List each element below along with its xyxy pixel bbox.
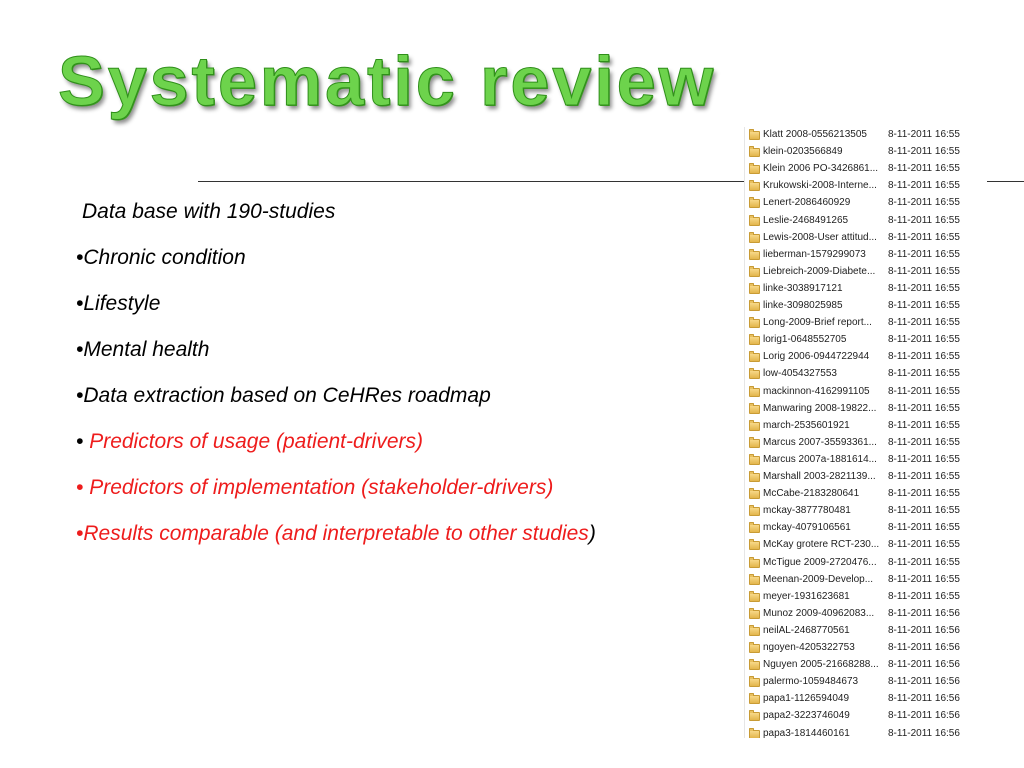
bullet-item — [76, 384, 491, 408]
file-name: Klein 2006 PO-3426861... — [763, 163, 879, 175]
file-date: 8-11-2011 16:55 — [888, 129, 960, 140]
file-date: 8-11-2011 16:55 — [888, 231, 960, 243]
file-name: linke-3038917121 — [763, 282, 843, 294]
file-row — [745, 144, 987, 161]
folder-icon — [749, 541, 760, 550]
folder-icon — [749, 388, 760, 397]
file-name: lorig1-0648552705 — [763, 334, 847, 346]
bullet-item — [76, 246, 246, 270]
folder-icon — [749, 661, 760, 670]
folder-icon — [749, 730, 760, 739]
folder-icon — [749, 456, 760, 465]
file-date: 8-11-2011 16:55 — [888, 471, 960, 482]
folder-icon — [749, 405, 760, 414]
file-row — [745, 503, 987, 520]
file-name: ngoyen-4205322753 — [763, 642, 855, 653]
file-row — [745, 657, 987, 674]
file-list-screenshot — [744, 127, 987, 738]
file-date: 8-11-2011 16:55 — [888, 180, 960, 192]
file-date: 8-11-2011 16:55 — [888, 197, 960, 209]
file-name: Meenan-2009-Develop... — [763, 573, 874, 585]
file-name: meyer-1931623681 — [763, 590, 850, 602]
file-row — [745, 349, 987, 366]
file-date: 8-11-2011 16:55 — [888, 522, 960, 534]
file-name: Marshall 2003-2821139... — [763, 471, 876, 482]
folder-icon — [749, 165, 760, 174]
file-date: 8-11-2011 16:55 — [888, 453, 960, 465]
file-row — [745, 127, 987, 144]
file-name: Lorig 2006-0944722944 — [763, 351, 870, 363]
file-name: Marcus 2007-35593361... — [763, 436, 877, 448]
file-date: 8-11-2011 16:55 — [888, 214, 960, 226]
file-date: 8-11-2011 16:55 — [888, 368, 960, 380]
file-name: palermo-1059484673 — [763, 676, 859, 688]
bullet-item — [76, 292, 160, 316]
file-date: 8-11-2011 16:55 — [888, 419, 960, 431]
folder-icon — [749, 422, 760, 431]
folder-icon — [749, 507, 760, 516]
bullet-item — [76, 430, 423, 454]
file-row — [745, 452, 987, 469]
file-row — [745, 366, 987, 383]
folder-icon — [749, 251, 760, 260]
file-name: klein-0203566849 — [763, 146, 843, 158]
bullet-marker: • — [76, 292, 84, 315]
file-row — [745, 315, 987, 332]
file-name: Manwaring 2008-19822... — [763, 402, 877, 414]
file-name: Munoz 2009-40962083... — [763, 607, 875, 619]
file-name: Leslie-2468491265 — [763, 214, 849, 226]
file-name: papa3-1814460161 — [763, 727, 850, 738]
folder-icon — [749, 131, 760, 140]
file-date: 8-11-2011 16:55 — [888, 300, 960, 311]
file-name: Krukowski-2008-Interne... — [763, 180, 877, 192]
file-date: 8-11-2011 16:55 — [888, 556, 960, 568]
file-date: 8-11-2011 16:56 — [888, 659, 960, 671]
file-date: 8-11-2011 16:55 — [888, 351, 960, 363]
file-row — [745, 281, 987, 298]
file-date: 8-11-2011 16:55 — [888, 436, 960, 448]
folder-icon — [749, 353, 760, 362]
file-name: Lewis-2008-User attitud... — [763, 231, 877, 243]
file-row — [745, 674, 987, 691]
folder-icon — [749, 678, 760, 687]
file-row — [745, 555, 987, 572]
folder-icon — [749, 559, 760, 568]
file-name: linke-3098025985 — [763, 300, 843, 311]
folder-icon — [749, 370, 760, 379]
folder-icon — [749, 268, 760, 277]
file-row — [745, 486, 987, 503]
file-row — [745, 213, 987, 230]
folder-icon — [749, 217, 760, 226]
bullet-text: Predictors of usage (patient-drivers) — [89, 430, 424, 453]
file-row — [745, 469, 987, 486]
file-date: 8-11-2011 16:56 — [888, 693, 960, 705]
file-row — [745, 726, 987, 739]
folder-icon — [749, 490, 760, 499]
file-name: lieberman-1579299073 — [763, 248, 866, 260]
folder-icon — [749, 610, 760, 619]
folder-icon — [749, 439, 760, 448]
bullet-marker: • — [76, 338, 84, 361]
file-row — [745, 384, 987, 401]
file-name: low-4054327553 — [763, 368, 837, 380]
file-name: Lenert-2086460929 — [763, 197, 851, 209]
folder-icon — [749, 182, 760, 191]
file-date: 8-11-2011 16:55 — [888, 334, 960, 346]
file-row — [745, 691, 987, 708]
file-date: 8-11-2011 16:56 — [888, 710, 960, 722]
file-name: McCabe-2183280641 — [763, 488, 860, 500]
file-date: 8-11-2011 16:55 — [888, 282, 960, 294]
file-name: McTigue 2009-2720476... — [763, 556, 877, 568]
file-row — [745, 708, 987, 725]
file-name: mckay-4079106561 — [763, 522, 851, 534]
file-date: 8-11-2011 16:55 — [888, 163, 960, 175]
file-row — [745, 572, 987, 589]
file-name: mckay-3877780481 — [763, 505, 851, 517]
folder-icon — [749, 593, 760, 602]
file-date: 8-11-2011 16:56 — [888, 607, 960, 619]
file-name: march-2535601921 — [763, 419, 850, 431]
folder-icon — [749, 234, 760, 243]
file-row — [745, 640, 987, 657]
file-date: 8-11-2011 16:55 — [888, 573, 960, 585]
bullet-marker: • — [76, 476, 84, 499]
file-name: Klatt 2008-0556213505 — [763, 129, 867, 140]
file-row — [745, 520, 987, 537]
bullet-item — [76, 338, 209, 362]
file-name: papa2-3223746049 — [763, 710, 850, 722]
file-name: mackinnon-4162991105 — [763, 385, 870, 397]
file-date: 8-11-2011 16:55 — [888, 402, 960, 414]
file-row — [745, 247, 987, 264]
file-row — [745, 332, 987, 349]
file-date: 8-11-2011 16:55 — [888, 265, 960, 277]
file-row — [745, 418, 987, 435]
file-date: 8-11-2011 16:55 — [888, 385, 960, 397]
bullet-text: Results comparable (and interpretable to other studies — [83, 522, 589, 545]
folder-icon — [749, 285, 760, 294]
file-date: 8-11-2011 16:55 — [888, 317, 960, 329]
file-row — [745, 230, 987, 247]
file-date: 8-11-2011 16:55 — [888, 505, 960, 517]
file-name: Liebreich-2009-Diabete... — [763, 265, 876, 277]
folder-icon — [749, 644, 760, 653]
file-row — [745, 623, 987, 640]
folder-icon — [749, 524, 760, 533]
file-row — [745, 161, 987, 178]
file-row — [745, 401, 987, 418]
bullet-text: Predictors of implementation (stakeholder-drivers) — [89, 476, 554, 499]
bullet-text: Chronic condition — [83, 246, 246, 269]
file-date: 8-11-2011 16:55 — [888, 539, 960, 551]
bullet-marker: • — [76, 384, 84, 407]
folder-icon — [749, 319, 760, 328]
bullet-marker: • — [76, 430, 84, 453]
file-name: Long-2009-Brief report... — [763, 317, 872, 329]
bullet-marker: • — [76, 522, 84, 545]
file-name: neilAL-2468770561 — [763, 624, 850, 636]
file-row — [745, 195, 987, 212]
folder-icon — [749, 302, 760, 311]
file-date: 8-11-2011 16:55 — [888, 488, 960, 500]
bullet-text: Data extraction based on CeHRes roadmap — [83, 384, 491, 407]
file-date: 8-11-2011 16:55 — [888, 146, 960, 158]
bullet-suffix: ) — [588, 522, 596, 545]
file-row — [745, 606, 987, 623]
folder-icon — [749, 576, 760, 585]
file-row — [745, 589, 987, 606]
file-date: 8-11-2011 16:55 — [888, 590, 960, 602]
bullet-item — [76, 476, 553, 500]
bullet-text: Lifestyle — [83, 292, 161, 315]
file-name: papa1-1126594049 — [763, 693, 850, 705]
file-row — [745, 435, 987, 452]
folder-icon — [749, 148, 760, 157]
file-date: 8-11-2011 16:56 — [888, 642, 960, 653]
bullet-text: Mental health — [83, 338, 210, 361]
folder-icon — [749, 695, 760, 704]
file-name: McKay grotere RCT-230... — [763, 539, 880, 551]
bullet-marker: • — [76, 246, 84, 269]
file-date: 8-11-2011 16:56 — [888, 624, 960, 636]
folder-icon — [749, 627, 760, 636]
intro-text: Data base with 190-studies — [82, 200, 336, 223]
file-date: 8-11-2011 16:55 — [888, 248, 960, 260]
file-row — [745, 298, 987, 315]
folder-icon — [749, 473, 760, 482]
folder-icon — [749, 712, 760, 721]
file-name: Nguyen 2005-21668288... — [763, 659, 879, 671]
file-date: 8-11-2011 16:56 — [888, 727, 960, 738]
file-date: 8-11-2011 16:56 — [888, 676, 960, 688]
file-row — [745, 178, 987, 195]
bullet-item — [76, 522, 596, 546]
file-row — [745, 264, 987, 281]
folder-icon — [749, 336, 760, 345]
folder-icon — [749, 199, 760, 208]
file-name: Marcus 2007a-1881614... — [763, 453, 877, 465]
slide-title: Systematic review — [58, 42, 717, 120]
file-row — [745, 537, 987, 554]
